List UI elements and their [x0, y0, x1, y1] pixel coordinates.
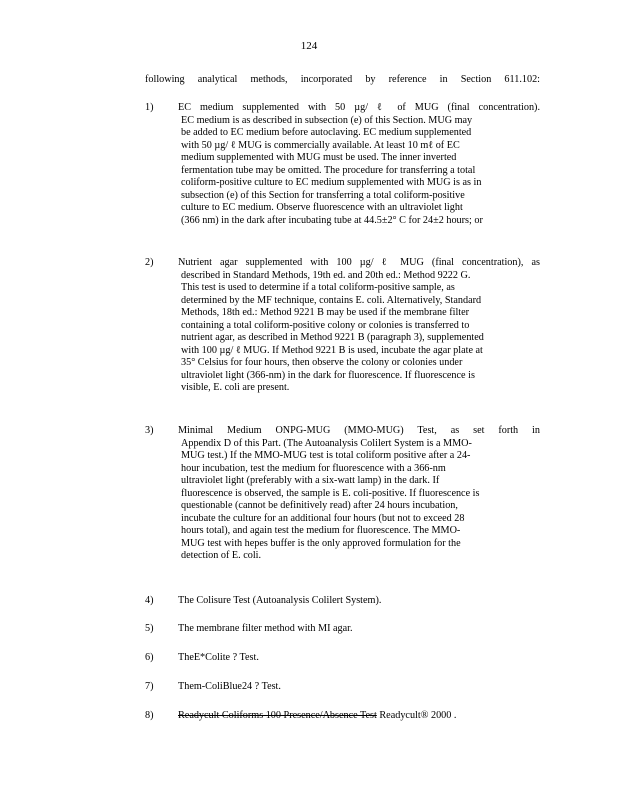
list-item-body	[178, 102, 540, 227]
struck-text: Readycult Coliforms 100 Presence/Absence Test	[178, 710, 377, 721]
list-item-number: 5)	[145, 623, 154, 634]
text-line: visible, E. coli are present.	[181, 382, 290, 393]
list-item-body	[178, 595, 540, 608]
text-line: be added to EC medium before autoclaving. EC medium supplemented	[181, 127, 472, 138]
text-line: EC medium is as described in subsection (e) of this Section. MUG may	[181, 114, 473, 126]
text-line: fluorescence is observed, the sample is E. coli-positive. If fluorescence is	[181, 487, 480, 499]
text-line: culture to EC medium. Observe fluorescence with an ultraviolet light	[181, 202, 463, 213]
text-line: ultraviolet light (preferably with a six-watt lamp) in the dark. If	[181, 475, 440, 486]
text-line: hour incubation, test the medium for fluorescence with a 366-nm	[181, 462, 446, 474]
list-item-first-line: Minimal Medium ONPG-MUG (MMO-MUG) Test, as set forth in	[178, 425, 540, 436]
text-line: questionable (cannot be definitively read) after 24 hours incubation,	[181, 500, 458, 511]
text-line: (366 nm) in the dark after incubating tube at 44.5±2° C for 24±2 hours; or	[181, 214, 483, 226]
text-line: subsection (e) of this Section for transferring a total coliform-positive	[181, 189, 465, 201]
text-line: containing a total coliform-positive colony or colonies is transferred to	[181, 319, 470, 331]
list-item-first-line: Them-ColiBlue24 ? Test.	[178, 681, 281, 692]
page-number: 124	[300, 40, 318, 52]
text-line: Methods, 18th ed.: Method 9221 B may be used if the membrane filter	[181, 307, 470, 318]
text-line: MUG test with hepes buffer is the only approved formulation for the	[181, 537, 461, 549]
list-item-number: 1)	[145, 102, 154, 113]
list-item-body	[178, 425, 540, 563]
text-line: described in Standard Methods, 19th ed. and 20th ed.: Method 9222 G.	[181, 269, 471, 281]
list-item-body	[178, 710, 540, 723]
list-item-body	[178, 652, 540, 665]
list-item-first-line	[178, 710, 540, 723]
inserted-text: Readycult® 2000 .	[376, 710, 457, 721]
list-item-first-line: The membrane filter method with MI agar.	[178, 623, 353, 634]
text-line: nutrient agar, as described in Method 9221 B (paragraph 3), supplemented	[181, 332, 484, 343]
text-line: medium supplemented with MUG must be used. The inner inverted	[181, 152, 457, 163]
text-line: 35° Celsius for four hours, then observe the colony or colonies under	[181, 357, 463, 368]
list-item-first-line: The Colisure Test (Autoanalysis Colilert System).	[178, 595, 382, 606]
list-item-body	[178, 623, 540, 636]
text-line: with 50 µg/ ℓ MUG is commercially available. At least 10 mℓ of EC	[181, 139, 460, 151]
list-item-number: 2)	[145, 257, 154, 268]
text-line: This test is used to determine if a total coliform-positive sample, as	[181, 282, 455, 293]
list-item-body	[178, 257, 540, 395]
intro-paragraph: following analytical methods, incorporated by reference in Section 611.102:	[145, 74, 540, 85]
list-item-number: 4)	[145, 595, 154, 606]
list-item-text	[178, 115, 540, 228]
list-item-text	[178, 438, 540, 563]
text-line: ultraviolet light (366-nm) in the dark for fluorescence. If fluorescence is	[181, 369, 475, 381]
list-item-first-line: TheE*Colite ? Test.	[178, 652, 259, 663]
list-item-text	[178, 270, 540, 395]
text-line: Appendix D of this Part. (The Autoanalysis Colilert System is a MMO-	[181, 437, 472, 449]
list-item-first-line: EC medium supplemented with 50 µg/ ℓ of MUG (final concentration).	[178, 102, 540, 113]
text-line: determined by the MF technique, contains E. coli. Alternatively, Standard	[181, 294, 482, 306]
text-line: coliform-positive culture to EC medium supplemented with MUG is as in	[181, 177, 482, 188]
list-item-number: 6)	[145, 652, 154, 663]
list-item-body	[178, 681, 540, 694]
text-line: MUG test.) If the MMO-MUG test is total coliform positive after a 24-	[181, 450, 471, 461]
text-line: with 100 µg/ ℓ MUG. If Method 9221 B is used, incubate the agar plate at	[181, 344, 483, 356]
text-line: hours total), and again test the medium for fluorescence. The MMO-	[181, 525, 461, 536]
text-line: incubate the culture for an additional four hours (but not to exceed 28	[181, 512, 465, 524]
text-line: detection of E. coli.	[181, 550, 262, 561]
text-line: fermentation tube may be omitted. The procedure for transferring a total	[181, 164, 476, 176]
list-item-number: 8)	[145, 710, 154, 721]
list-item-number: 3)	[145, 425, 154, 436]
list-item-number: 7)	[145, 681, 154, 692]
list-item-first-line: Nutrient agar supplemented with 100 µg/ ℓ MUG (final concentration), as	[178, 257, 540, 268]
